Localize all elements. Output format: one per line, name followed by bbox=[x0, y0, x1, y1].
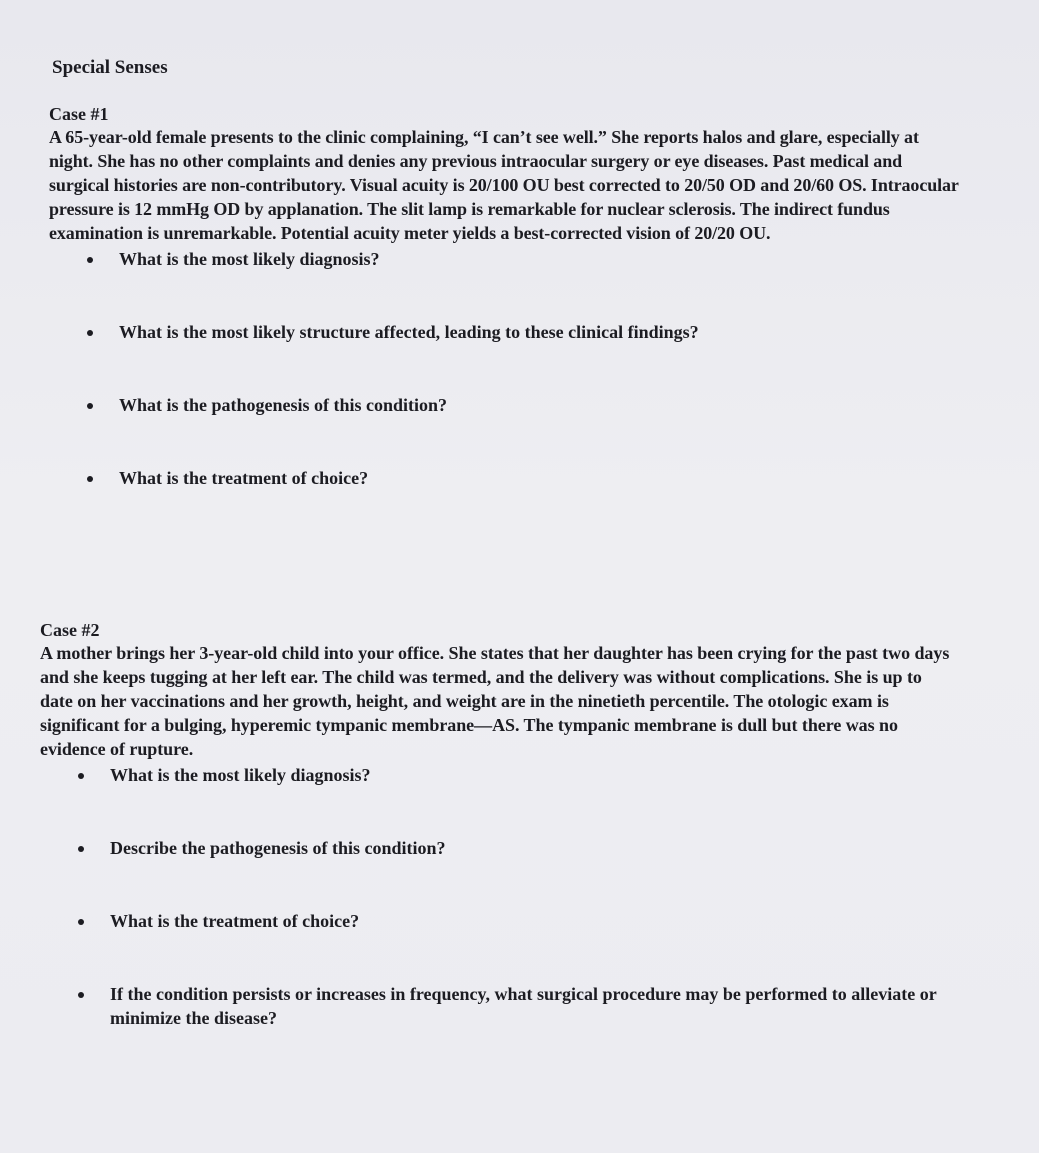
case-1-question bbox=[49, 247, 979, 271]
case-2-question bbox=[40, 763, 970, 787]
bullet-icon bbox=[78, 919, 84, 925]
document-title: Special Senses bbox=[52, 57, 168, 78]
bullet-icon bbox=[78, 846, 84, 852]
case-1-question bbox=[49, 466, 979, 490]
case-2-questions bbox=[40, 763, 970, 1030]
question-text: What is the most likely diagnosis? bbox=[119, 249, 380, 269]
bullet-icon bbox=[78, 773, 84, 779]
case-1 bbox=[49, 103, 979, 490]
bullet-icon bbox=[87, 330, 93, 336]
bullet-icon bbox=[78, 992, 84, 998]
case-2-question bbox=[40, 909, 970, 933]
bullet-icon bbox=[87, 476, 93, 482]
case-2-heading: Case #2 bbox=[40, 620, 100, 640]
case-2 bbox=[40, 619, 970, 1030]
case-2-description: A mother brings her 3-year-old child into your office. She states that her daughter has been crying for the past two days and she keeps tugging at her left ear. The child was termed, and the delivery was without complications. She is up to date on her vaccinations and her growth, height, and weight are in the ninetieth percentile. The otologic exam is significant for a bulging, hyperemic tympanic membrane—AS. The tympanic membrane is dull but there was no evidence of rupture. bbox=[40, 643, 950, 759]
question-text: What is the most likely structure affected, leading to these clinical findings? bbox=[119, 322, 699, 342]
question-text: What is the pathogenesis of this condition? bbox=[119, 395, 448, 415]
case-1-question bbox=[49, 320, 979, 344]
question-text: Describe the pathogenesis of this condition? bbox=[110, 838, 446, 858]
case-1-question bbox=[49, 393, 979, 417]
question-text: What is the most likely diagnosis? bbox=[110, 765, 371, 785]
question-text: What is the treatment of choice? bbox=[110, 911, 360, 931]
bullet-icon bbox=[87, 403, 93, 409]
case-1-description: A 65-year-old female presents to the clinic complaining, “I can’t see well.” She reports halos and glare, especially at night. She has no other complaints and denies any previous intraocular surgery or eye diseases. Past medical and surgical histories are non-contributory. Visual acuity is 20/100 OU best corrected to 20/50 OD and 20/60 OS. Intraocular pressure is 12 mmHg OD by applanation. The slit lamp is remarkable for nuclear sclerosis. The indirect fundus examination is unremarkable. Potential acuity meter yields a best-corrected vision of 20/20 OU. bbox=[49, 127, 959, 243]
case-1-heading: Case #1 bbox=[49, 104, 109, 124]
question-text: If the condition persists or increases in frequency, what surgical procedure may be performed to alleviate or minimize the disease? bbox=[110, 984, 937, 1028]
case-2-question bbox=[40, 982, 970, 1030]
bullet-icon bbox=[87, 257, 93, 263]
case-2-question bbox=[40, 836, 970, 860]
question-text: What is the treatment of choice? bbox=[119, 468, 369, 488]
case-1-questions bbox=[49, 247, 979, 490]
